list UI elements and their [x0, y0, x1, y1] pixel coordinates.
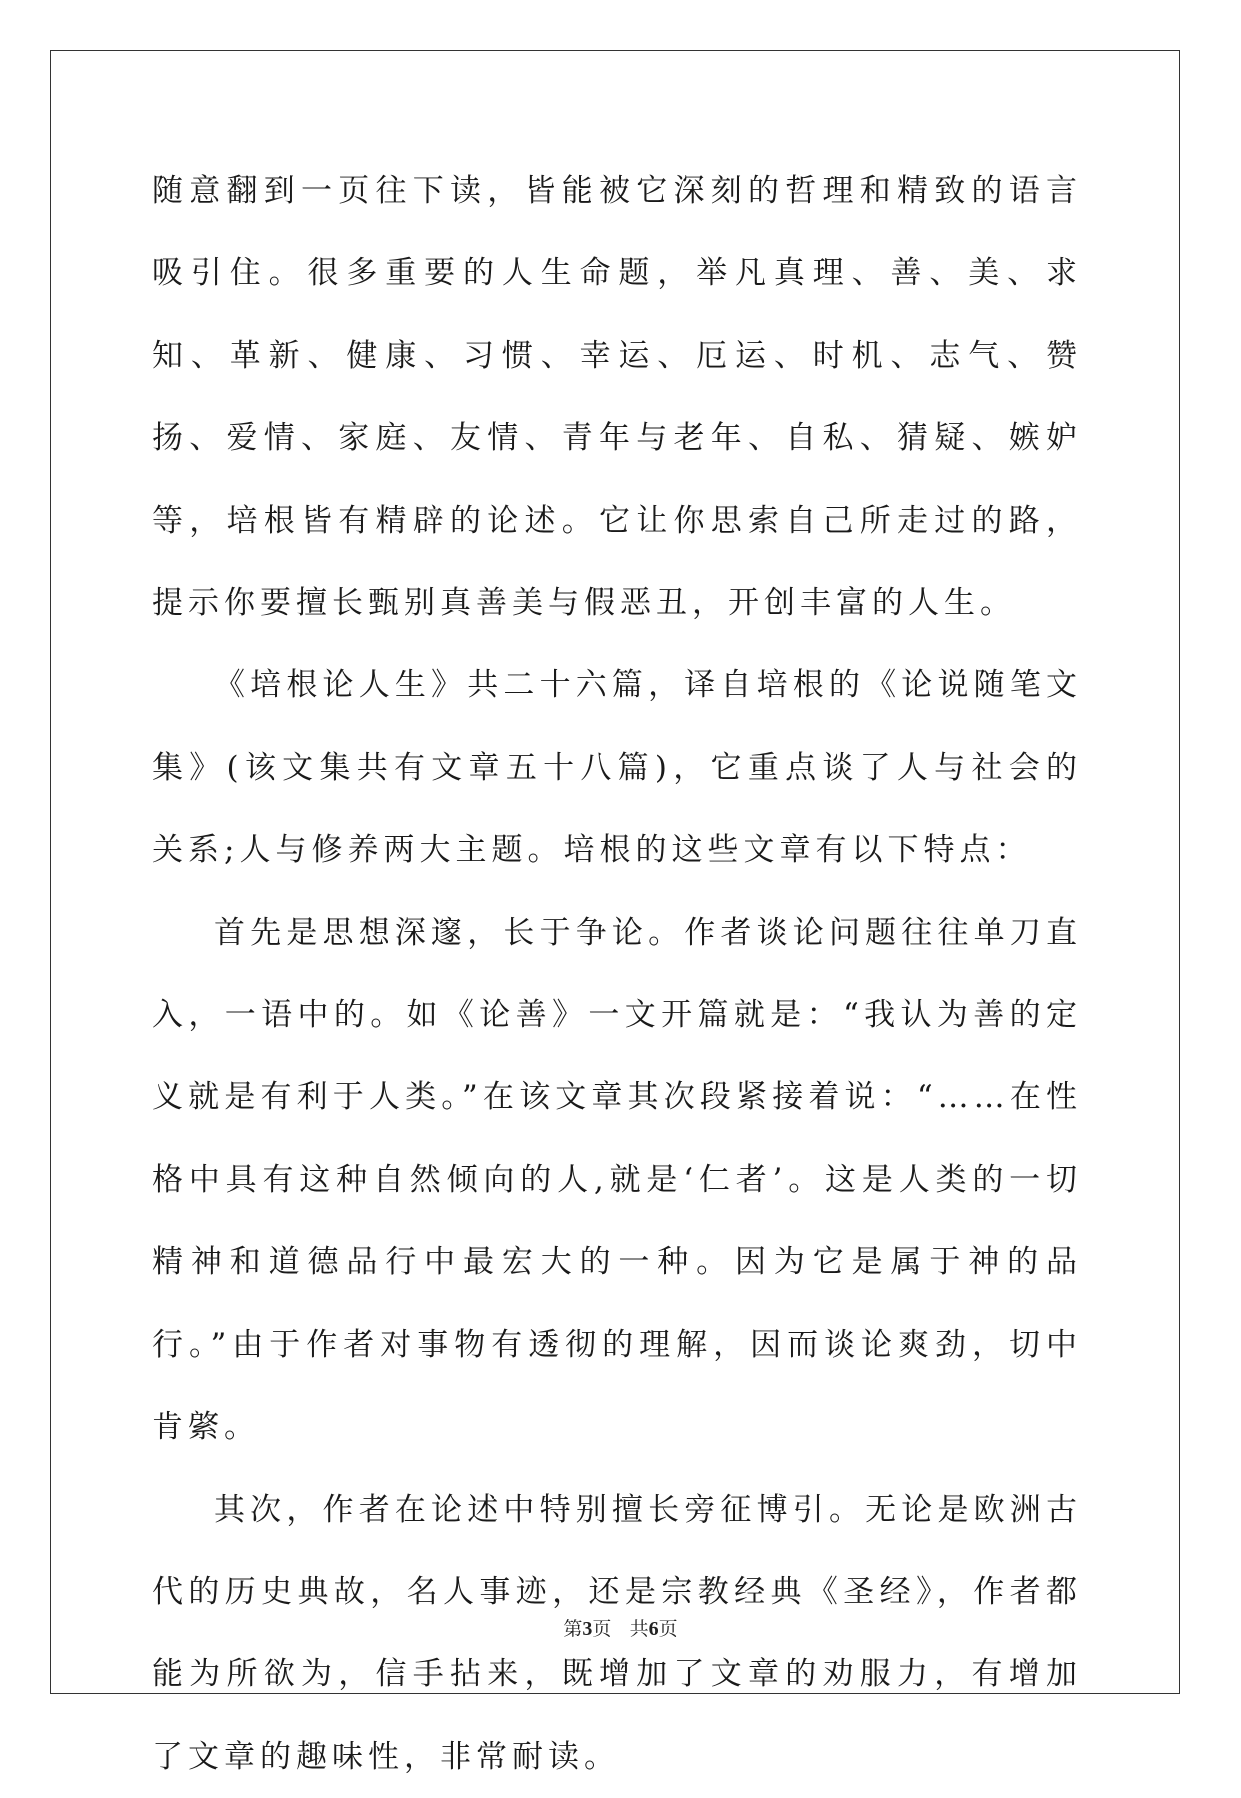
paragraph-4: 其次，作者在论述中特别擅长旁征博引。无论是欧洲古代的历史典故，名人事迹，还是宗教经典《圣经》，作者都能为所欲为，信手拈来，既增加了文章的劝服力，有增加了文章的趣味性，非常耐读。: [152, 1469, 1082, 1798]
document-body: [152, 150, 1082, 1798]
total-page-count: 6: [649, 1618, 659, 1640]
page-suffix: 页: [592, 1618, 611, 1640]
total-suffix: 页: [659, 1618, 678, 1640]
page-footer: [0, 1614, 1241, 1641]
total-prefix: 共: [630, 1618, 649, 1640]
paragraph-3: 首先是思想深邃，长于争论。作者谈论问题往往单刀直入，一语中的。如《论善》一文开篇就是：“我认为善的定义就是有利于人类。”在该文章其次段紧接着说：“……在性格中具有这种自然倾向的人,就是‘仁者’。这是人类的一切精神和道德品行中最宏大的一种。因为它是属于神的品行。”由于作者对事物有透彻的理解，因而谈论爽劲，切中肯綮。: [152, 892, 1082, 1469]
paragraph-2: 《培根论人生》共二十六篇，译自培根的《论说随笔文集》(该文集共有文章五十八篇)，它重点谈了人与社会的关系;人与修养两大主题。培根的这些文章有以下特点：: [152, 644, 1082, 891]
paragraph-1: 随意翻到一页往下读，皆能被它深刻的哲理和精致的语言吸引住。很多重要的人生命题，举凡真理、善、美、求知、革新、健康、习惯、幸运、厄运、时机、志气、赞扬、爱情、家庭、友情、青年与老年、自私、猜疑、嫉妒等，培根皆有精辟的论述。它让你思索自己所走过的路，提示你要擅长甄别真善美与假恶丑，开创丰富的人生。: [152, 150, 1082, 644]
page-prefix: 第: [563, 1618, 582, 1640]
current-page-number: 3: [582, 1618, 592, 1640]
